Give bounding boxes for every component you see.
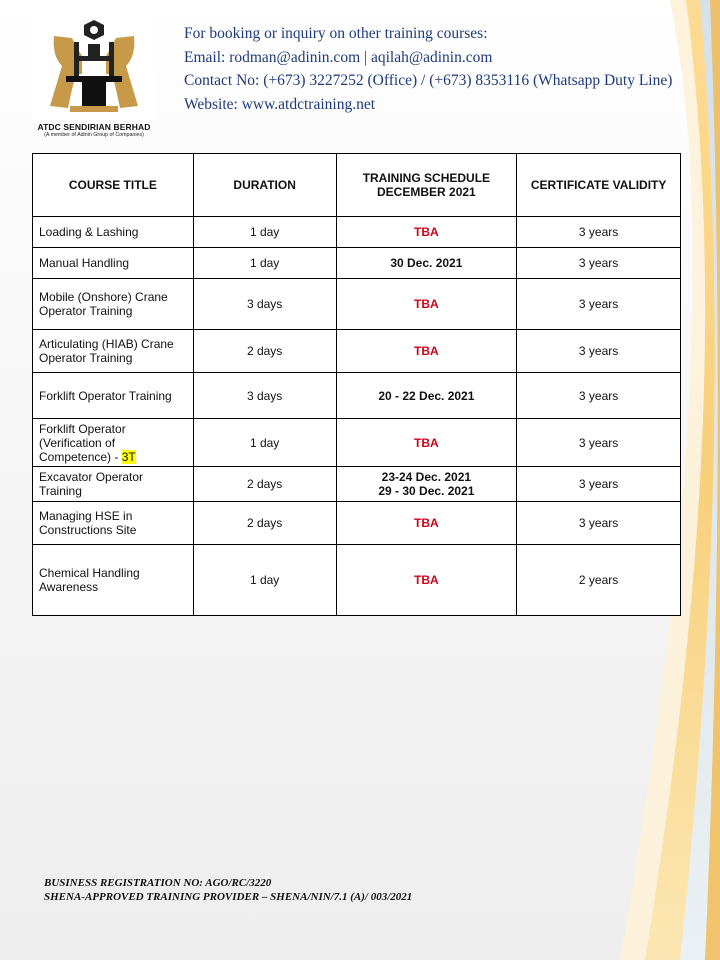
header-schedule-line2: DECEMBER 2021 — [377, 185, 476, 199]
header-course-title: COURSE TITLE — [33, 154, 194, 217]
duration-cell: 3 days — [193, 373, 336, 419]
course-title: Forklift Operator Training — [39, 388, 172, 403]
schedule-tba: TBA — [414, 344, 439, 358]
duration-cell: 2 days — [193, 502, 336, 545]
table-row — [33, 248, 681, 279]
schedule-tba: TBA — [414, 435, 439, 450]
header-duration: DURATION — [193, 154, 336, 217]
table-row — [33, 217, 681, 248]
duration-cell: 2 days — [193, 330, 336, 373]
contact-website[interactable]: Website: www.atdctraining.net — [184, 95, 376, 113]
table-header-row — [33, 154, 681, 217]
schedule-date: 20 - 22 Dec. 2021 — [378, 388, 475, 403]
course-title: Chemical Handling Awareness — [39, 566, 140, 594]
schedule-cell — [336, 419, 517, 467]
contact-email[interactable]: Email: rodman@adinin.com | aqilah@adinin.com — [184, 48, 493, 66]
validity-cell: 3 years — [517, 373, 681, 419]
table-body — [33, 217, 681, 616]
header-schedule — [336, 154, 517, 217]
table-row — [33, 279, 681, 330]
course-title-cell — [33, 330, 194, 373]
schedule-cell — [336, 248, 517, 279]
course-title: Mobile (Onshore) Crane Operator Training — [39, 290, 168, 318]
header-schedule-line1: TRAINING SCHEDULE — [362, 171, 491, 185]
course-title: Forklift Operator (Verification of Competence) - — [39, 421, 126, 464]
validity-cell: 3 years — [517, 502, 681, 545]
validity-cell: 3 years — [517, 279, 681, 330]
table-row — [33, 373, 681, 419]
course-title-cell — [33, 279, 194, 330]
schedule-date: 30 Dec. 2021 — [390, 256, 463, 270]
course-title-cell — [33, 502, 194, 545]
course-title: Managing HSE in Constructions Site — [39, 509, 137, 537]
validity-cell: 3 years — [517, 330, 681, 373]
duration-cell: 1 day — [193, 419, 336, 467]
schedule-date: 23-24 Dec. 2021 — [381, 470, 472, 484]
course-title: Excavator Operator Training — [39, 470, 144, 498]
logo-emblem-icon — [32, 16, 156, 120]
schedule-tba: TBA — [414, 573, 439, 587]
schedule-cell — [336, 373, 517, 419]
duration-cell: 1 day — [193, 217, 336, 248]
table-row — [33, 330, 681, 373]
schedule-cell — [336, 502, 517, 545]
course-title-cell — [33, 248, 194, 279]
footer — [44, 876, 412, 904]
course-title: Manual Handling — [39, 256, 130, 270]
validity-cell: 3 years — [517, 419, 681, 467]
validity-cell: 3 years — [517, 248, 681, 279]
table-row — [33, 467, 681, 502]
duration-cell: 3 days — [193, 279, 336, 330]
header-validity: CERTIFICATE VALIDITY — [517, 154, 681, 217]
contact-phone[interactable]: Contact No: (+673) 3227252 (Office) / (+673) 8353116 (Whatsapp Duty Line) — [184, 72, 673, 89]
duration-cell: 2 days — [193, 467, 336, 502]
table-row — [33, 545, 681, 616]
course-title-cell — [33, 467, 194, 502]
company-tagline: (A member of Adinin Group of Companies) — [44, 132, 144, 138]
course-title-highlight: 3T — [121, 449, 136, 464]
shena-approval: SHENA-APPROVED TRAINING PROVIDER – SHENA/NIN/7.1 (A)/ 003/2021 — [44, 891, 413, 903]
course-schedule-table — [32, 153, 681, 616]
schedule-tba: TBA — [414, 516, 439, 530]
table-row — [33, 419, 681, 467]
table-row — [33, 502, 681, 545]
schedule-tba: TBA — [414, 297, 439, 311]
business-registration: BUSINESS REGISTRATION NO: AGO/RC/3220 — [44, 877, 272, 889]
schedule-cell — [336, 467, 517, 502]
schedule-tba: TBA — [414, 225, 439, 239]
validity-cell: 3 years — [517, 217, 681, 248]
company-name: ATDC SENDIRIAN BERHAD — [37, 122, 151, 132]
duration-cell: 1 day — [193, 248, 336, 279]
course-title-cell — [33, 545, 194, 616]
course-title: Articulating (HIAB) Crane Operator Training — [39, 337, 174, 365]
schedule-date: 29 - 30 Dec. 2021 — [378, 484, 475, 498]
validity-cell: 3 years — [517, 467, 681, 502]
validity-cell: 2 years — [517, 545, 681, 616]
contact-intro: For booking or inquiry on other training courses: — [184, 25, 488, 42]
schedule-cell — [336, 217, 517, 248]
company-logo — [32, 16, 156, 140]
course-title-cell — [33, 217, 194, 248]
schedule-cell — [336, 330, 517, 373]
course-title: Loading & Lashing — [39, 225, 139, 239]
schedule-cell — [336, 279, 517, 330]
schedule-cell — [336, 545, 517, 616]
contact-block — [184, 22, 672, 116]
course-title-cell — [33, 419, 194, 467]
duration-cell: 1 day — [193, 545, 336, 616]
course-title-cell — [33, 373, 194, 419]
